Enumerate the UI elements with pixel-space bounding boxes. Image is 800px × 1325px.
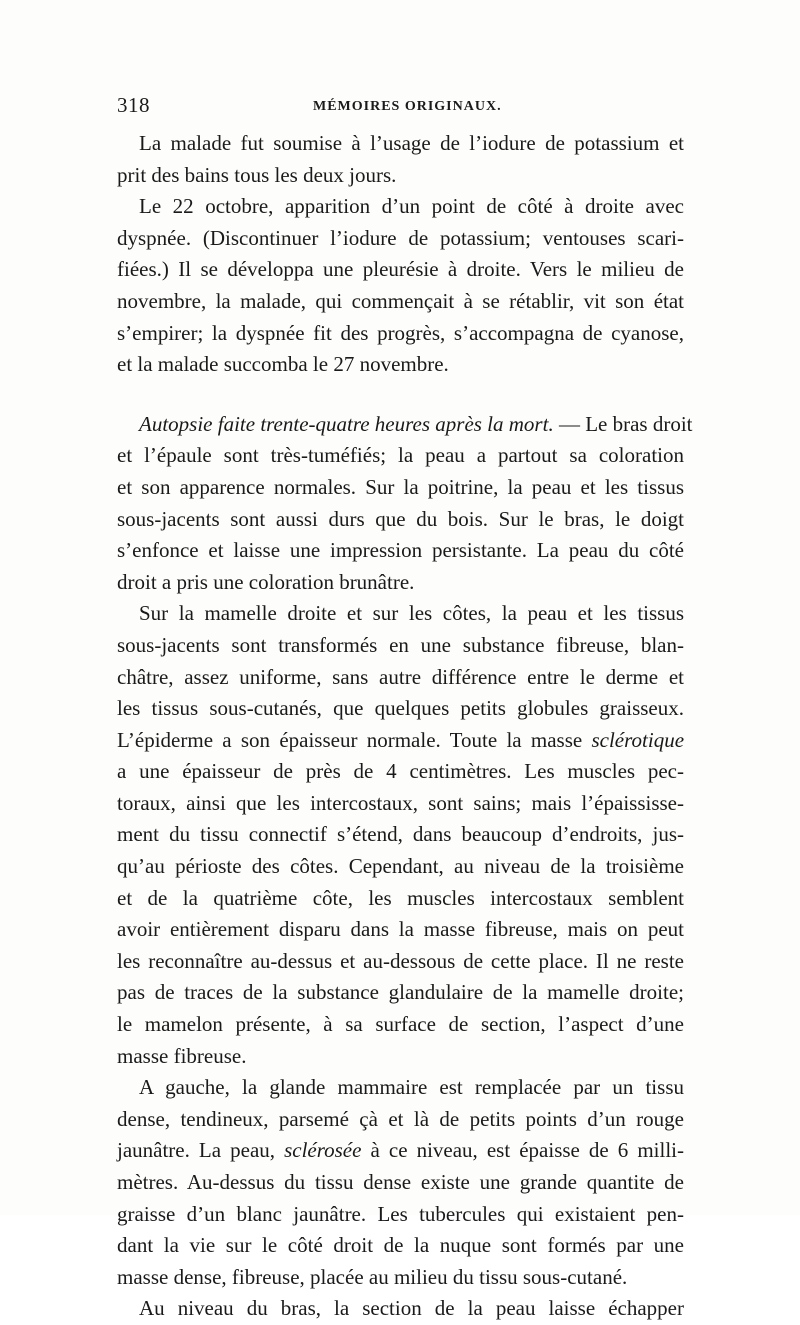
section-gap bbox=[117, 381, 684, 409]
text-line: et son apparence normales. Sur la poitrine, la peau et les tissus bbox=[117, 474, 684, 499]
page-number: 318 bbox=[117, 93, 150, 117]
text-line: le mamelon présente, à sa surface de section, l’aspect d’une bbox=[117, 1012, 684, 1037]
text-line: masse fibreuse. bbox=[117, 1043, 247, 1068]
text-line: sous-jacents sont transformés en une substance fibreuse, blan- bbox=[117, 632, 684, 657]
text-line bbox=[117, 725, 684, 757]
text-line: graisse d’un blanc jaunâtre. Les tubercules qui existaient pen- bbox=[117, 1201, 684, 1226]
text-line: prit des bains tous les deux jours. bbox=[117, 162, 397, 187]
paragraph bbox=[117, 598, 684, 1072]
text-line: droit a pris une coloration brunâtre. bbox=[117, 569, 415, 594]
text-line: Sur la mamelle droite et sur les côtes, la peau et les tissus bbox=[139, 601, 684, 626]
text-span: à ce niveau, est épaisse de 6 milli- bbox=[361, 1138, 685, 1163]
text-line: ment du tissu connectif s’étend, dans beaucoup d’endroits, jus- bbox=[117, 822, 684, 847]
italic-term: sclérosée bbox=[284, 1138, 362, 1163]
text-line: sous-jacents sont aussi durs que du bois. Sur le bras, le doigt bbox=[117, 506, 684, 531]
text-line: s’enfonce et laisse une impression persistante. La peau du côté bbox=[117, 538, 684, 563]
italic-term: sclérotique bbox=[591, 727, 685, 752]
text-line: et la malade succomba le 27 novembre. bbox=[117, 352, 449, 377]
text-line: fiées.) Il se développa une pleurésie à droite. Vers le milieu de bbox=[117, 257, 684, 282]
text-line: les tissus sous-cutanés, que quelques petits globules graisseux. bbox=[117, 696, 684, 721]
text-line: qu’au périoste des côtes. Cependant, au niveau de la troisième bbox=[117, 854, 684, 879]
page-header bbox=[117, 93, 684, 123]
text-span: L’épiderme a son épaisseur normale. Toute la masse bbox=[117, 727, 583, 752]
text-line bbox=[117, 1135, 684, 1167]
text-line: pas de traces de la substance glandulaire de la mamelle droite; bbox=[117, 980, 684, 1005]
paragraph bbox=[117, 191, 684, 381]
text-line: masse dense, fibreuse, placée au milieu du tissu sous-cutané. bbox=[117, 1264, 628, 1289]
text-line: dyspnée. (Discontinuer l’iodure de potassium; ventouses scari- bbox=[117, 225, 684, 250]
text-line: Le 22 octobre, apparition d’un point de côté à droite avec bbox=[139, 194, 684, 219]
paragraph bbox=[117, 1293, 684, 1325]
text-line bbox=[117, 409, 693, 441]
page-body bbox=[117, 128, 693, 1325]
text-line: s’empirer; la dyspnée fit des progrès, s’accompagna de cyanose, bbox=[117, 320, 684, 345]
text-line: les reconnaître au-dessus et au-dessous de cette place. Il ne reste bbox=[117, 948, 684, 973]
text-line: a une épaisseur de près de 4 centimètres. Les muscles pec- bbox=[117, 759, 684, 784]
text-span: jaunâtre. La peau, bbox=[117, 1138, 276, 1163]
text-line: châtre, assez uniforme, sans autre différence entre le derme et bbox=[117, 664, 684, 689]
paragraph bbox=[117, 128, 684, 191]
text-line: dense, tendineux, parsemé çà et là de petits points d’un rouge bbox=[117, 1106, 684, 1131]
text-line: Au niveau du bras, la section de la peau laisse échapper bbox=[139, 1296, 684, 1321]
paragraph bbox=[117, 409, 693, 599]
autopsy-heading: Autopsie faite trente-quatre heures après la mort. bbox=[139, 411, 554, 436]
text-line: et de la quatrième côte, les muscles intercostaux semblent bbox=[117, 885, 684, 910]
text-span: — Le bras droit bbox=[553, 411, 693, 436]
text-line: mètres. Au-dessus du tissu dense existe une grande quantite de bbox=[117, 1170, 684, 1194]
text-line: avoir entièrement disparu dans la masse fibreuse, mais on peut bbox=[117, 917, 684, 942]
paragraph bbox=[117, 1072, 684, 1293]
running-head: MÉMOIRES ORIGINAUX. bbox=[313, 99, 502, 114]
text-line: dant la vie sur le côté droit de la nuque sont formés par une bbox=[117, 1233, 684, 1258]
text-line: toraux, ainsi que les intercostaux, sont sains; mais l’épaississe- bbox=[117, 790, 684, 815]
text-line: A gauche, la glande mammaire est remplacée par un tissu bbox=[139, 1075, 684, 1100]
text-line: La malade fut soumise à l’usage de l’iodure de potassium et bbox=[139, 131, 684, 155]
text-line: et l’épaule sont très-tuméfiés; la peau a partout sa coloration bbox=[117, 443, 684, 468]
text-line: novembre, la malade, qui commençait à se rétablir, vit son état bbox=[117, 288, 684, 313]
